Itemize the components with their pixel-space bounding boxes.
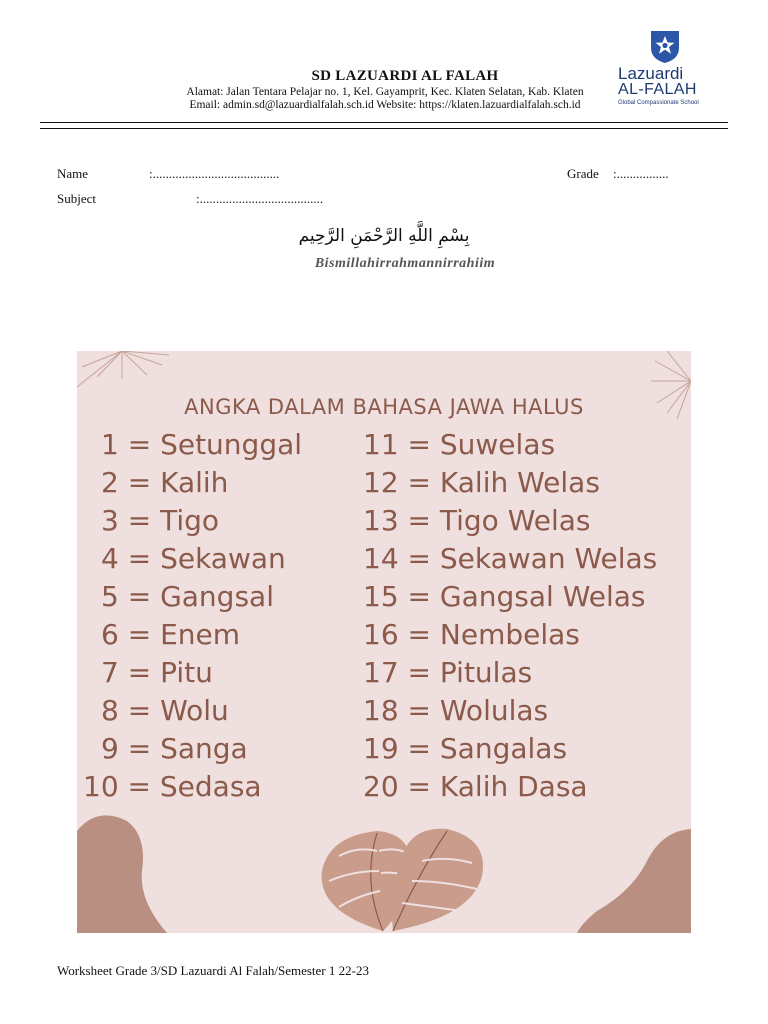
name-label: Name	[57, 166, 89, 181]
number-entry-19: 19 = Sangalas	[363, 732, 568, 765]
school-address: Alamat: Jalan Tentara Pelajar no. 1, Kel. Gayamprit, Kec. Klaten Selatan, Kab. Klaten	[186, 86, 584, 98]
monstera-leaf-icon	[392, 829, 483, 931]
number-entry-18: 18 = Wolulas	[363, 694, 549, 727]
star-shield-icon	[648, 28, 682, 64]
logo-name: Lazuardi	[618, 64, 684, 83]
number-entry-2: 2 = Kalih	[101, 466, 229, 499]
page-footer: Worksheet Grade 3/SD Lazuardi Al Falah/Semester 1 22-23	[57, 963, 369, 978]
number-entry-17: 17 = Pitulas	[363, 656, 533, 689]
header-divider-bottom	[40, 128, 728, 129]
blob-right-icon	[577, 829, 691, 933]
logo-subname: AL-FALAH	[618, 81, 697, 98]
subject-label: Subject	[57, 191, 96, 206]
poster-title: ANGKA DALAM BAHASA JAWA HALUS	[184, 395, 584, 419]
subject-field[interactable]: :......................................	[196, 191, 324, 206]
number-entry-13: 13 = Tigo Welas	[363, 504, 591, 537]
number-entry-7: 7 = Pitu	[101, 656, 213, 689]
number-entry-10: 10 = Sedasa	[83, 770, 262, 803]
number-entry-3: 3 = Tigo	[101, 504, 220, 537]
number-entry-20: 20 = Kalih Dasa	[363, 770, 588, 803]
number-entry-1: 1 = Setunggal	[101, 428, 303, 461]
number-entry-11: 11 = Suwelas	[363, 428, 556, 461]
name-field[interactable]: :.......................................	[149, 166, 280, 181]
number-entry-14: 14 = Sekawan Welas	[363, 542, 658, 575]
number-entry-5: 5 = Gangsal	[101, 580, 274, 613]
number-entry-15: 15 = Gangsal Welas	[363, 580, 646, 613]
number-entry-6: 6 = Enem	[101, 618, 241, 651]
number-poster	[77, 351, 691, 933]
school-contact: Email: admin.sd@lazuardialfalah.sch.id Website: https://klaten.lazuardialfalah.sch.id	[189, 99, 581, 111]
number-entry-16: 16 = Nembelas	[363, 618, 580, 651]
number-entry-4: 4 = Sekawan	[101, 542, 286, 575]
blob-left-icon	[77, 815, 167, 933]
sunburst-left-icon	[77, 351, 169, 387]
grade-field[interactable]: :................	[613, 166, 669, 181]
number-entry-9: 9 = Sanga	[101, 732, 248, 765]
logo-tagline: Global Compassionate School	[618, 100, 699, 106]
school-name: SD LAZUARDI AL FALAH	[311, 68, 499, 84]
basmalah-latin: Bismillahirrahmannirrahiim	[314, 256, 496, 271]
basmalah-arabic: بِسْمِ اللَّهِ الرَّحْمَنِ الرَّحِيم	[298, 226, 470, 246]
number-entry-8: 8 = Wolu	[101, 694, 229, 727]
number-entry-12: 12 = Kalih Welas	[363, 466, 600, 499]
grade-label: Grade	[567, 166, 599, 181]
header-divider-top	[40, 122, 728, 123]
